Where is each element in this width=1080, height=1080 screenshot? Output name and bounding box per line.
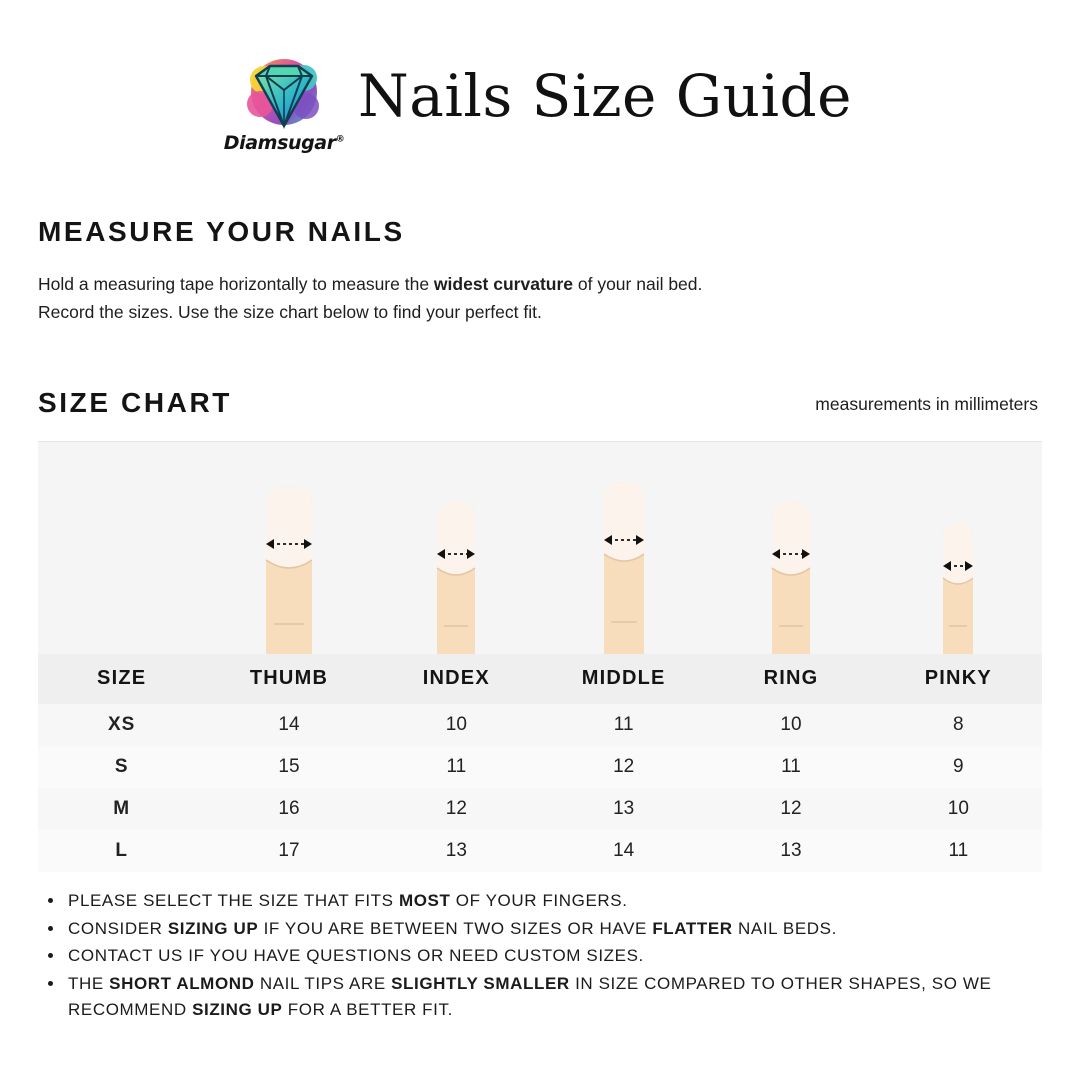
cell-middle: 12 bbox=[613, 755, 635, 777]
column-header-ring: RING bbox=[763, 667, 819, 690]
note-text: CONTACT US IF YOU HAVE QUESTIONS OR NEED CUSTOM SIZES. bbox=[68, 946, 644, 966]
table-row bbox=[38, 830, 1042, 872]
note-text: IN SIZE COMPARED TO OTHER SHAPES, SO WE RECOMMEND bbox=[68, 974, 992, 1019]
note-text: NAIL TIPS ARE bbox=[254, 974, 392, 994]
cell-pinky: 9 bbox=[953, 755, 964, 777]
note-text: OF YOUR FINGERS. bbox=[450, 890, 628, 910]
measure-instructions bbox=[38, 270, 968, 327]
list-item bbox=[46, 888, 1042, 914]
cell-ring: 10 bbox=[780, 713, 802, 735]
cell-index: 10 bbox=[445, 713, 467, 735]
note-text: FOR A BETTER FIT. bbox=[282, 1000, 453, 1019]
column-header-thumb: THUMB bbox=[249, 667, 329, 690]
list-item bbox=[46, 971, 1042, 1023]
measure-line2: Record the sizes. Use the size chart below to find your perfect fit. bbox=[38, 302, 542, 323]
size-chart-header bbox=[38, 387, 1038, 419]
nail-illustration-ring bbox=[707, 442, 874, 654]
cell-middle: 14 bbox=[613, 839, 635, 861]
nail-illustration-index bbox=[373, 442, 540, 654]
column-header-index: INDEX bbox=[422, 667, 490, 690]
note-text: CONSIDER bbox=[68, 918, 168, 938]
note-bold: SHORT ALMOND bbox=[109, 974, 255, 994]
cell-thumb: 15 bbox=[278, 755, 300, 777]
note-bold: MOST bbox=[398, 890, 451, 910]
page-header bbox=[0, 0, 1080, 154]
brand-logo bbox=[223, 52, 345, 154]
cell-pinky: 8 bbox=[953, 713, 964, 735]
cell-middle: 11 bbox=[613, 713, 634, 735]
diamond-gem-icon bbox=[236, 52, 332, 138]
note-bold: SLIGHTLY SMALLER bbox=[391, 974, 570, 994]
size-chart-heading: SIZE CHART bbox=[38, 386, 232, 418]
cell-size: S bbox=[114, 755, 129, 777]
cell-thumb: 16 bbox=[278, 797, 300, 819]
list-item bbox=[46, 916, 1042, 942]
page-title: Nails Size Guide bbox=[358, 62, 852, 130]
cell-size: L bbox=[115, 839, 128, 861]
nail-illustration-thumb bbox=[205, 442, 372, 654]
brand-name: Diamsugar® bbox=[223, 132, 345, 154]
nail-illustration-spacer bbox=[38, 442, 205, 654]
measure-section bbox=[38, 216, 1080, 327]
measure-heading: MEASURE YOUR NAILS bbox=[38, 216, 405, 247]
cell-middle: 13 bbox=[613, 797, 635, 819]
nail-illustration-pinky bbox=[875, 442, 1042, 654]
measure-line1-pre: Hold a measuring tape horizontally to measure the bbox=[38, 274, 434, 294]
measure-line1-bold: widest curvature bbox=[433, 274, 573, 294]
nail-illustration-row bbox=[38, 442, 1042, 654]
cell-thumb: 17 bbox=[278, 839, 300, 861]
note-bold: SIZING UP bbox=[167, 918, 259, 938]
cell-ring: 11 bbox=[781, 755, 801, 777]
table-row bbox=[38, 746, 1042, 788]
measure-line1-post: of your nail bed. bbox=[573, 274, 703, 294]
table-row bbox=[38, 704, 1042, 746]
cell-ring: 12 bbox=[780, 797, 802, 819]
note-text: NAIL BEDS. bbox=[732, 918, 837, 938]
cell-size: M bbox=[113, 797, 131, 819]
cell-index: 11 bbox=[446, 755, 467, 777]
size-chart-table bbox=[38, 441, 1042, 872]
list-item bbox=[46, 943, 1042, 969]
column-header-pinky: PINKY bbox=[924, 667, 992, 690]
cell-thumb: 14 bbox=[278, 713, 300, 735]
cell-pinky: 10 bbox=[947, 797, 969, 819]
cell-size: XS bbox=[107, 713, 136, 735]
note-bold: SIZING UP bbox=[192, 1000, 283, 1019]
note-text: IF YOU ARE BETWEEN TWO SIZES OR HAVE bbox=[258, 918, 653, 938]
measurement-units-label: measurements in millimeters bbox=[815, 393, 1038, 414]
cell-index: 12 bbox=[445, 797, 467, 819]
column-header-middle: MIDDLE bbox=[581, 667, 666, 690]
note-text: PLEASE SELECT THE SIZE THAT FITS bbox=[68, 890, 399, 910]
nail-illustration-middle bbox=[540, 442, 707, 654]
cell-pinky: 11 bbox=[948, 839, 969, 861]
table-header-row bbox=[38, 654, 1042, 704]
cell-ring: 13 bbox=[780, 839, 802, 861]
note-text: THE bbox=[68, 974, 110, 994]
notes-list bbox=[46, 888, 1042, 1023]
table-row bbox=[38, 788, 1042, 830]
note-bold: FLATTER bbox=[652, 918, 733, 938]
column-header-size: SIZE bbox=[97, 667, 147, 690]
cell-index: 13 bbox=[445, 839, 467, 861]
